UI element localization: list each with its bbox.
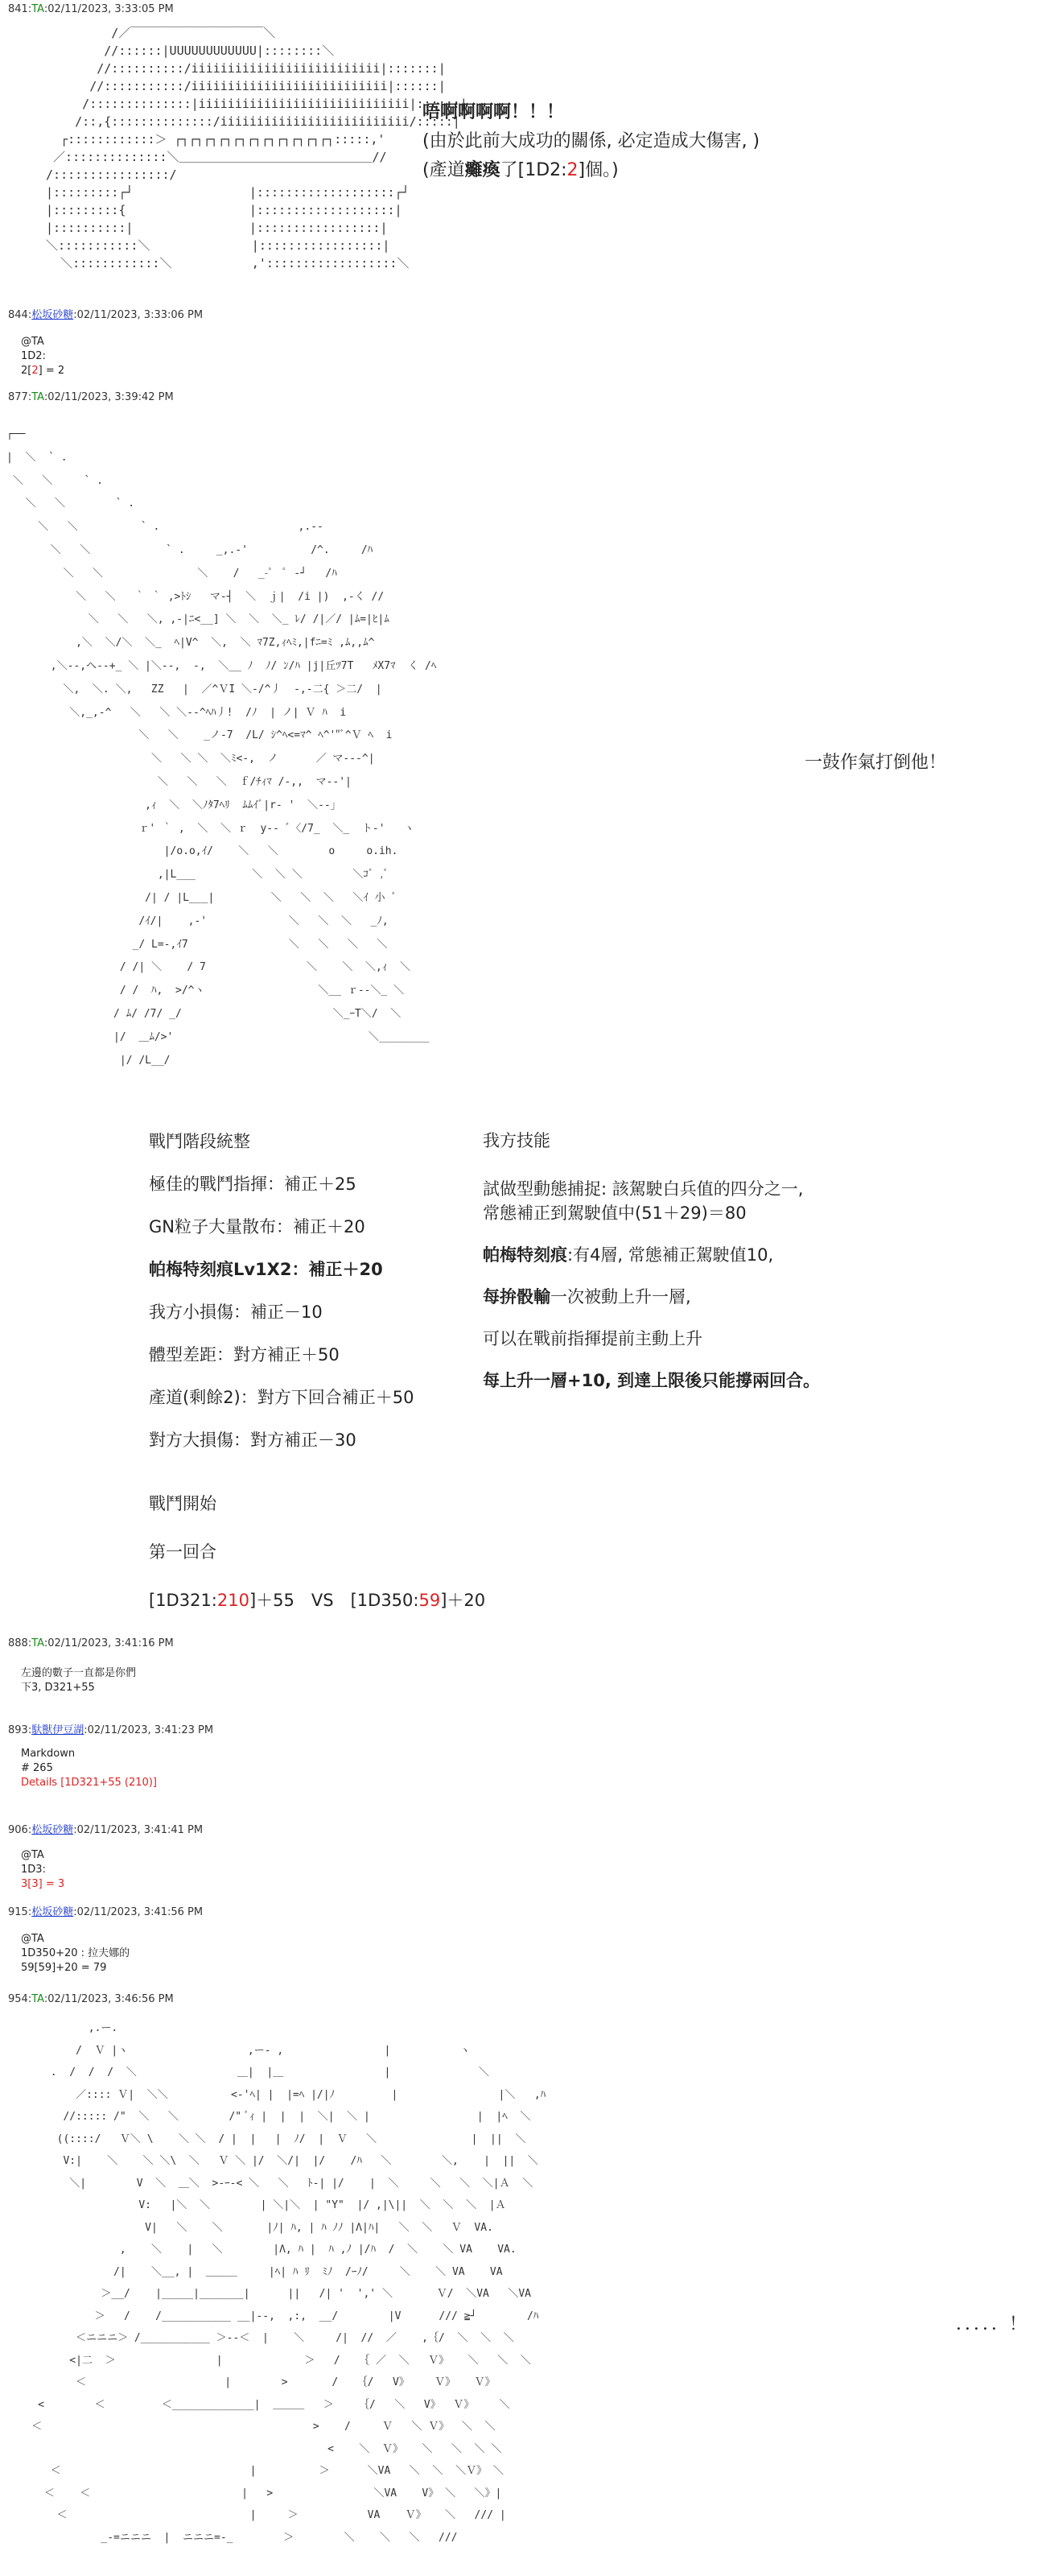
summary-item: 對方大損傷：對方補正－30 [149,1430,356,1450]
skill-limit: 每上升一層+10, 到達上限後只能撐兩回合。 [483,1371,821,1390]
battle-summary [149,1129,414,1470]
ascii-art-mouth: /／￣￣￣￣￣￣￣￣￣￣￣＼ //::::::|UUUUUUUUUUUU|::::::::＼ //::::::::::/iiiiiiiiiiiiiiiiiiiiiiiiii|:::::::| //:::::::::::/iiiiiiiiiiiiiiiiiiiiiiiiiii|::::::| /::::::::::::::|iiiiiiiiiiiiiiiiiiiiiiiiiiiii|::::::| /::,{::::::::::::::/iiiiiiiiiiiiiiiiiiiiiiiiii/:::::| ┌::::::::::::＞ ┌┐┌┐┌┐┌┐┌┐┌┐┌┐┌┐┌┐┌┐┌┐:::::,' ／::::::::::::::＼＿＿＿＿＿＿＿＿＿＿＿＿＿＿＿＿// /::::::::::::::::/ |:::::::::┌┘ |:::::::::::::::::::┌┘ |:::::::::{ |:::::::::::::::::::| |::::::::::| |:::::::::::::::::| ＼:::::::::::＼ |:::::::::::::::::| ＼::::::::::::＼ ,'::::::::::::::::::＼ [46,26,467,270]
post-body-844: @TA 1D2: 2[2] = 2 [21,336,65,377]
ascii-art-mech-sword: ┌── | ＼ ` . ＼ ＼ ` . ＼ ＼ ` . ＼ ＼ ` . ,.-‐ ＼ ＼ ` . _,.-' /^. /ﾊ ＼ ＼ ＼ / _-ﾟ ﾟ -┘ /ﾊ ＼ ＼ ｀ ｀ ,>ﾄｼ マ-┤ ＼ ｊ| /i |) ,-く // ＼ ＼ ＼, ,-|ﾆ<__] ＼ ＼ ＼_ ﾚ/ /|／/ |ﾑ=|ﾋ|ﾑ ,＼ ＼/＼ ＼_ ﾍ|V^ ＼, ＼ ﾏ7Z,ｨﾍﾐ,|fﾆ=ﾐ ,ﾑ,,ﾑ^ ,＼--,へ--+_ ＼ |＼--, -, ＼__ ﾉ ﾉ/ ﾝ/ﾊ |j|丘ﾂ7T ﾒX7ﾏ く /ﾍ ＼, ＼. ＼, ZZ | ／^ＶI ＼-/^丿 -,-二{ ＞二/ | ＼,_,-^ ＼ ＼ ＼--^ﾍﾊ丿! /ﾉ | ノ| Ｖ ﾊ i ＼ ＼ _ノ-7 /L/ ｼ^ﾍ<=ﾏ^ ﾍ^'"ﾞ^Ｖ ﾍ i ＼ ＼ ＼ ＼ﾐ<-, ノ ／ マ---^| ＼ ＼ ＼ ｆ/ﾁｨﾏ /-,, マ--'| ,ｨ ＼ ＼ﾉﾀ7ﾍﾘ ﾑﾑｲﾞ|r- ' ＼--」 ｒ' ｀ , ＼ ＼ ｒ y-- ﾞ〈/7_ ＼_ ト-' ヽ |/o.o,ｲ/ ＼ ＼ o o.ih. ,|L___ ＼ ＼ ＼ ＼ｺﾞ ,ﾞ /| / |L___| ＼ ＼ ＼ ＼ｲ 小 ﾞ /ｲ/| ,-' ＼ ＼ ＼ _ﾉ, _/ L=-,ｲ7 ＼ ＼ ＼ ＼ / /| ＼ / 7 ＼ ＼ ＼,ｨ ＼ / / ﾊ, >/^ヽ ＼__ ｒ--＼_ ＼ / ﾑ/ /7/ _/ ＼_ｰT＼/ ＼ |/ ＿ﾑ/>' ＼________ |/ /L__/ [6,428,437,1067]
narration-line-2: (由於此前大成功的關係, 必定造成大傷害, ) [422,131,760,151]
post-header-888: 888:TA:02/11/2023, 3:41:16 PM [8,1637,174,1649]
battle-start: 戰鬥開始 [149,1494,216,1513]
skill-capture: 試做型動態捕捉: 該駕駛白兵值的四分之一, 常態補正到駕駛值中(51＋29)＝80 [483,1179,804,1223]
narration-attack: 一鼓作氣打倒他！ [805,753,947,773]
summary-item: 體型差距：對方補正＋50 [149,1345,340,1364]
post-header-915: 915:松坂砂糖:02/11/2023, 3:41:56 PM [8,1906,204,1918]
summary-item: 帕梅特刻痕Lv1X2：補正＋20 [149,1260,383,1279]
roll-details-link[interactable]: Details [1D321+55 (210)] [21,1777,157,1789]
post-author-link[interactable]: 松坂砂糖 [31,1824,74,1836]
round-label: 第一回合 [149,1542,216,1562]
summary-item: GN粒子大量散布：補正＋20 [149,1217,365,1236]
narration-ellipsis: ．．．．．！ [956,2314,1027,2334]
skill-pameter: 帕梅特刻痕:有4層, 常態補正駕駛值10, [483,1245,774,1265]
post-author-link[interactable]: 松坂砂糖 [31,1906,74,1918]
post-body-906: @TA 1D3: 3[3] = 3 [21,1849,65,1890]
skills-panel [483,1129,820,1410]
post-body-893: Markdown # 265 Details [1D321+55 (210)] [21,1748,157,1789]
narration-scream [422,98,760,185]
round-roll: [1D321:210]＋55 VS [1D350:59]＋20 [149,1591,486,1610]
post-author-link[interactable]: 松坂砂糖 [31,309,74,321]
narration-line-3: (產道癱瘓了[1D2:2]個。) [422,160,619,180]
skill-pre-raise: 可以在戰前指揮提前主動上升 [483,1329,702,1348]
summary-item: 產道(剩餘2)：對方下回合補正＋50 [149,1388,414,1407]
battle-round [149,1491,485,1636]
post-author-tag[interactable]: TA [31,1637,44,1649]
post-header-893: 893:馱獸伊豆湖:02/11/2023, 3:41:23 PM [8,1724,214,1736]
narration-line-1: 唔啊啊啊啊！！！ [422,102,565,122]
skill-lose-rule: 每拚骰輸一次被動上升一層, [483,1287,691,1307]
summary-item: 極佳的戰鬥指揮：補正＋25 [149,1174,356,1194]
summary-item: 我方小損傷：補正－10 [149,1302,323,1322]
post-author-link[interactable]: 馱獸伊豆湖 [31,1724,84,1736]
post-author-tag[interactable]: TA [31,1993,44,2005]
skills-title: 我方技能 [483,1131,550,1150]
post-header-841: 841:TA:02/11/2023, 3:33:05 PM [8,3,174,15]
post-author-tag[interactable]: TA [31,3,44,15]
post-header-877: 877:TA:02/11/2023, 3:39:42 PM [8,391,174,403]
ascii-art-mech-battle: ,.ー. / Ｖ |ヽ ,ー- , | ヽ . / / / ＼ ＿| |＿ | ＼ ／:::: Ｖ| ＼＼ <-'ﾍ| | |=ﾍ |/|ﾉ | |＼ ,ﾊ //::::: /" ＼ ＼ /" ﾞｨ | | | ＼| ＼ | | |ﾍ ＼ ((::::/ Ｖ＼ \ ＼ ＼ / | | | ﾉ/ | Ｖ ＼ | || ＼ V:| ＼ ＼ ＼\ ＼ Ｖ ＼ |/ ＼/| |/ /ﾊ ＼ ＼, | || ＼ ＼| V ＼ ＿＼ >-ｰ-< ＼ ＼ ﾄ-| |/ | ＼ ＼ ＼ ＼|Ａ ＼ V: |＼ ＼ | ＼|＼ | "Y" |/ ,|\|| ＼ ＼ ＼ |Ａ V| ＼ ＼ |ﾉ| ﾊ, | ﾊ ﾉﾉ |Λ|ﾊ| ＼ ＼ Ｖ VA. , ＼ | ＼ |Λ, ﾊ | ﾊ ,ﾉ |/ﾊ / ＼ ＼ VA VA. /| ＼__, | ＿＿＿ |ﾍ| ﾊ ﾘ ﾐﾉ /ｰﾉ/ ＼ ＼ VA VA ＞__/ |_____|_______| || /| ' ',' ＼ Ｖ/ ＼VA ＼VA ＞ / /___________ __|--, ,:, __/ |V /// ≧┘ /ﾊ ＜ニニニ＞ /___________ ＞--＜ | ＼ /| // ／ ,｛/ ＼ ＼ ＼ <|二 ＞ | ＞ / ｛ ／ ＼ Ｖ》 ＼ ＼ ＼ ＜ | > / ｛/ V》 Ｖ》 Ｖ》 < ＜ ＜_____________| ＿＿＿ ＞ ｛/ ＼ V》 Ｖ》 ＼ ＜ > / Ｖ ＼ Ｖ》 ＼ ＼ < ＼ Ｖ》 ＼ ＼ ＼ ＼ ＜ | ＞ ＼VA ＼ ＼ ＼Ｖ》 ＼ ＜ ＜ | > ＼VA V》 ＼ ＼》| ＜ | ＞ VA Ｖ》 ＼ /// | _-=ニニニ | ニニニ=-_ ＞ ＼ ＼ ＼ /// [31,2022,546,2544]
post-body-915: @TA 1D350+20 : 拉夫娜的 59[59]+20 = 79 [21,1933,130,1974]
post-body-888: 左邊的數子一直都是你們 下3, D321+55 [21,1667,137,1694]
battle-summary-title: 戰鬥階段統整 [149,1132,250,1151]
post-header-954: 954:TA:02/11/2023, 3:46:56 PM [8,1993,174,2005]
post-header-844: 844:松坂砂糖:02/11/2023, 3:33:06 PM [8,309,204,321]
post-author-tag[interactable]: TA [31,391,44,403]
post-header-906: 906:松坂砂糖:02/11/2023, 3:41:41 PM [8,1824,204,1836]
